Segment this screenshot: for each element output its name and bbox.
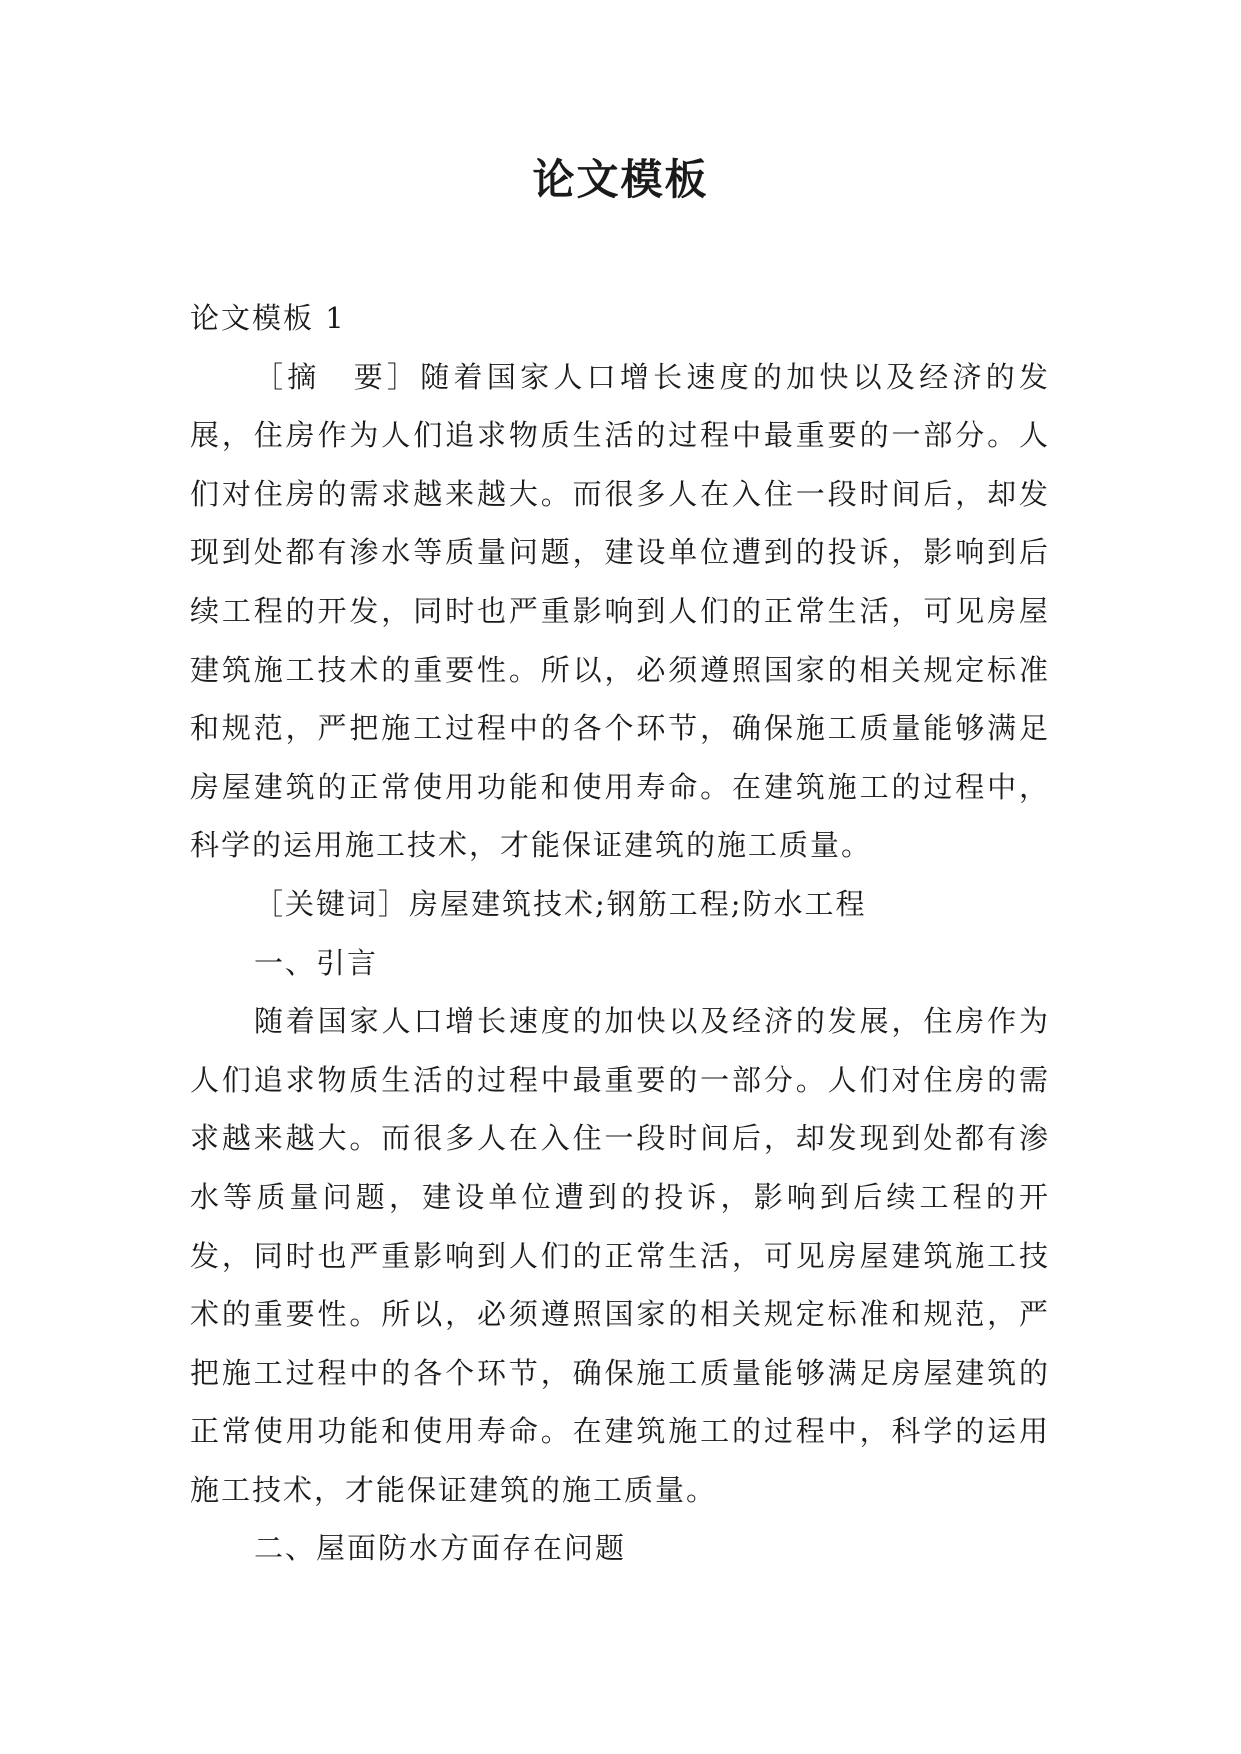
document-subtitle: 论文模板 1 xyxy=(190,301,346,335)
section-heading-introduction: 一、引言 xyxy=(254,945,379,980)
keywords-line: ［关键词］房屋建筑技术;钢筋工程;防水工程 xyxy=(254,886,867,921)
abstract-paragraph: ［摘 要］随着国家人口增长速度的加快以及经济的发展，住房作为人们追求物质生活的过程中最重要的一部分。人们对住房的需求越来越大。而很多人在入住一段时间后，却发现到处都有渗水等质量问题，建设单位遭到的投诉，影响到后续工程的开发，同时也严重影响到人们的正常生活，可见房屋建筑施工技术的重要性。所以，必须遵照国家的相关规定标准和规范，严把施工过程中的各个环节，确保施工质量能够满足房屋建筑的正常使用功能和使用寿命。在建筑施工的过程中，科学的运用施工技术，才能保证建筑的施工质量。 xyxy=(190,359,1050,863)
introduction-paragraph: 随着国家人口增长速度的加快以及经济的发展，住房作为人们追求物质生活的过程中最重要的一部分。人们对住房的需求越来越大。而很多人在入住一段时间后，却发现到处都有渗水等质量问题，建设单位遭到的投诉，影响到后续工程的开发，同时也严重影响到人们的正常生活，可见房屋建筑施工技术的重要性。所以，必须遵照国家的相关规定标准和规范，严把施工过程中的各个环节，确保施工质量能够满足房屋建筑的正常使用功能和使用寿命。在建筑施工的过程中，科学的运用施工技术，才能保证建筑的施工质量。 xyxy=(190,1004,1050,1507)
document-body xyxy=(190,289,1050,1578)
section-heading-roof-waterproofing: 二、屋面防水方面存在问题 xyxy=(254,1531,627,1566)
document-title: 论文模板 xyxy=(532,155,709,204)
